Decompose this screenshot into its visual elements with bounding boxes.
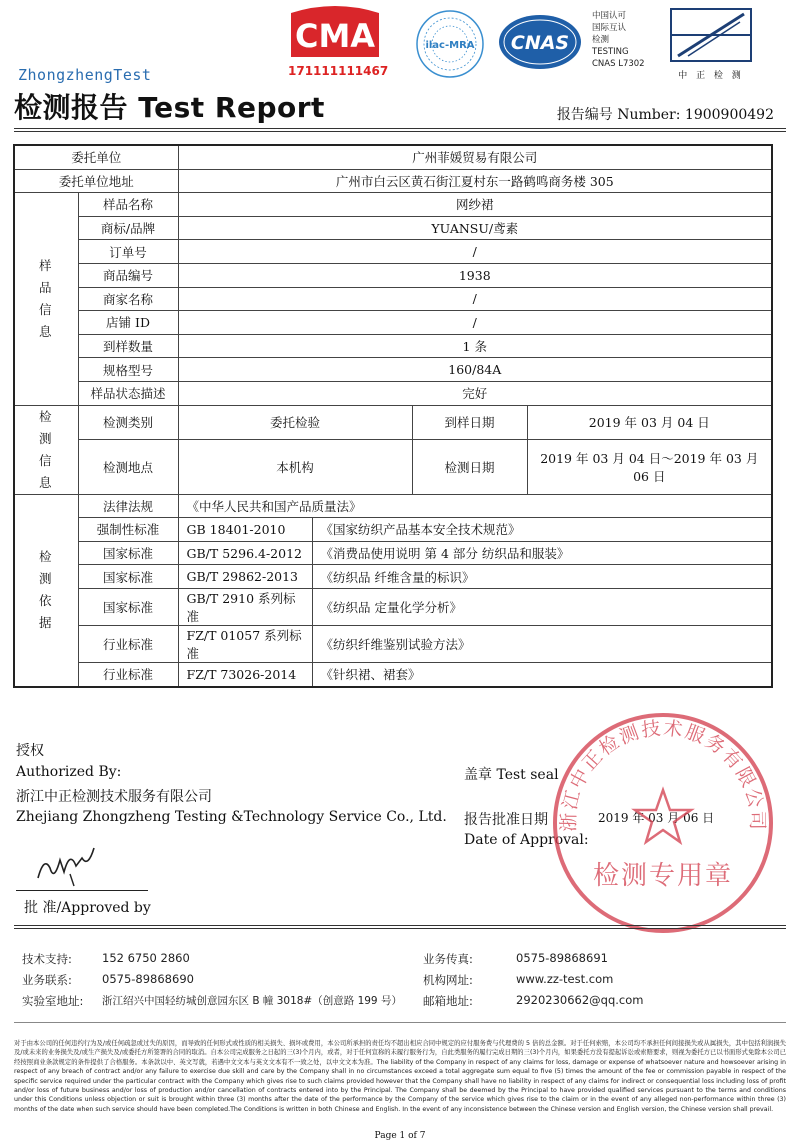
zhongzheng-caption: 中 正 检 测	[678, 71, 744, 81]
standard-code: GB/T 29862-2013	[178, 565, 312, 589]
support-label: 技术支持:	[22, 952, 72, 966]
cnas-logo-text: CNAS	[510, 32, 570, 54]
standard-code: FZ/T 01057 系列标准	[178, 625, 312, 662]
brand-name: ZhongzhengTest	[18, 66, 152, 84]
fax-label: 业务传真:	[423, 952, 473, 966]
fine-print: 对于由本公司的任何违约行为及/或任何疏忽或过失的原因，而导致的任何形式或性质的相关损失、损坏或费用，本公司所承担的责任均不超出相应合同中规定的应付服务费与代理费的 5 倍的总金额。对于任何索赔，本公司均不承担任何间接损失或从属损失，其中包括利润损失及/或未来的业务损失及/或生产损失及/或委托方所签署的合同的取消。自本公司完成服务之日起的三(3)个月内，或者，对于任何宣称的未履行服务行为，自此类服务的履行完成日期的三(3)个月内，如果委托方没有提起诉讼或索赔要求，则视为委托方已以书面形式免除本公司已经按照商业条款规定的条件提供了合格服务。本条款以中、英文写就，若遇中文文本与英文文本有不一致之处，以中文文本为准。The liability of the Company in respect of any claims for loss, damage or expense of whatsoever nature and howsoever arising in respect of any breach of contract and/or any failure to exercise due skill and care by the Company shall in no circumstances exceed a total aggregate sum equal to five (5) times the amount of the fee or commission payable in respect of the specific service required under the particular contract with the Company which gives rise to such claims provided however that the Company shall have no liability in respect of any claims for indirect or consequential loss including loss of profit and/or loss of future business and/or loss of production and/or cancellation of contracts entered into by the Principal. The Company shall be deemed by the Principal to have provided qualified services pursuant to the terms and conditions under this Conditions unless objection or suit is brought within three (3) months after the date of the performance by the Company of the service which gives rise to the claim or in the event of any alleged non-performance within three (3) months of the date when such service should have been completed.The Conditions is written in both Chinese and English. In the event of any inconsistence between the Chinese version and English version, the Chinese version shall prevail.	[14, 1040, 786, 1113]
report-number-value: 1900900492	[684, 107, 774, 123]
standard-name: 《消费品使用说明 第 4 部分 纺织品和服装》	[312, 541, 772, 565]
standard-name: 《纺织纤维鉴别试验方法》	[312, 625, 772, 662]
seal-label: 盖章 Test seal	[464, 767, 559, 783]
sample-label: 规格型号	[78, 358, 178, 382]
standard-name: 《国家纺织产品基本安全技术规范》	[312, 518, 772, 542]
company-cn: 浙江中正检测技术服务有限公司	[16, 789, 212, 805]
page-number: Page 1 of 7	[374, 1131, 426, 1141]
sample-value: /	[178, 311, 772, 335]
cma-number: 171111111467	[288, 64, 389, 78]
mail-label: 邮箱地址:	[423, 994, 473, 1008]
cnas-line: 中国认可	[592, 11, 627, 21]
test-date-label: 检测日期	[412, 440, 527, 494]
sample-label: 样品名称	[78, 193, 178, 217]
cnas-line: 国际互认	[592, 23, 627, 33]
standard-type: 国家标准	[78, 565, 178, 589]
standard-code: GB 18401-2010	[178, 518, 312, 542]
cnas-line: CNAS L7302	[592, 59, 645, 69]
sample-value: YUANSU/鸢素	[178, 216, 772, 240]
standard-code: FZ/T 73026-2014	[178, 662, 312, 686]
sample-group-text: 样品信息	[38, 257, 54, 339]
client-name-label: 委托单位	[14, 145, 178, 169]
sample-value: 160/84A	[178, 358, 772, 382]
test-place-label: 检测地点	[78, 440, 178, 494]
sample-label: 到样数量	[78, 334, 178, 358]
sample-value: 1938	[178, 263, 772, 287]
sample-label: 商家名称	[78, 287, 178, 311]
test-place: 本机构	[178, 440, 412, 494]
arrive-date-label: 到样日期	[412, 405, 527, 440]
approval-date-label: 报告批准日期	[464, 812, 548, 828]
client-name: 广州菲媛贸易有限公司	[178, 145, 772, 169]
standard-type: 国家标准	[78, 588, 178, 625]
standard-type: 行业标准	[78, 625, 178, 662]
standard-type: 行业标准	[78, 662, 178, 686]
law-label: 法律法规	[78, 494, 178, 518]
approval-date: 2019 年 03 月 06 日	[598, 811, 715, 825]
client-address-label: 委托单位地址	[14, 169, 178, 193]
test-date: 2019 年 03 月 04 日～2019 年 03 月 06 日	[527, 440, 772, 494]
sample-label: 样品状态描述	[78, 381, 178, 405]
report-number-label: 报告编号 Number:	[556, 107, 681, 123]
test-type-label: 检测类别	[78, 405, 178, 440]
standard-name: 《纺织品 纤维含量的标识》	[312, 565, 772, 589]
standard-name: 《纺织品 定量化学分析》	[312, 588, 772, 625]
divider	[14, 1022, 786, 1023]
cma-logo-text: CMA	[294, 17, 376, 55]
fax-number: 0575-89868691	[516, 951, 608, 965]
standard-type: 国家标准	[78, 541, 178, 565]
date-of-approval: Date of Approval:	[464, 832, 589, 848]
cnas-line: 检测	[592, 35, 610, 45]
sample-value: /	[178, 240, 772, 264]
basis-group-text: 检测依据	[38, 549, 54, 631]
arrive-date: 2019 年 03 月 04 日	[527, 405, 772, 440]
standard-type: 强制性标准	[78, 518, 178, 542]
sample-label: 商标/品牌	[78, 216, 178, 240]
email: 2920230662@qq.com	[516, 993, 644, 1007]
ilac-logo-text: ilac-MRA	[425, 40, 475, 51]
lab-address-label: 实验室地址:	[22, 994, 84, 1008]
sample-value: /	[178, 287, 772, 311]
approved-by: 批 准/Approved by	[24, 900, 151, 916]
company-en: Zhejiang Zhongzheng Testing &Technology Service Co., Ltd.	[16, 809, 447, 825]
website: www.zz-test.com	[516, 972, 614, 986]
cnas-line: TESTING	[592, 47, 629, 57]
standard-name: 《针织裙、裙套》	[312, 662, 772, 686]
page-title: 检测报告 Test Report	[14, 91, 325, 124]
sample-label: 商品编号	[78, 263, 178, 287]
web-label: 机构网址:	[423, 973, 473, 987]
sample-label: 店铺 ID	[78, 311, 178, 335]
lab-address: 浙江绍兴中国轻纺城创意园东区 B 幢 3018#（创意路 199 号）	[102, 995, 402, 1007]
test-type: 委托检验	[178, 405, 412, 440]
law-value: 《中华人民共和国产品质量法》	[178, 494, 772, 518]
sample-value: 网纱裙	[178, 193, 772, 217]
standard-code: GB/T 2910 系列标准	[178, 588, 312, 625]
sample-value: 完好	[178, 381, 772, 405]
authorized-en: Authorized By:	[16, 764, 122, 780]
sample-label: 订单号	[78, 240, 178, 264]
seal-center-text: 检测专用章	[592, 861, 734, 891]
authorized-cn: 授权	[16, 743, 44, 759]
sample-value: 1 条	[178, 334, 772, 358]
support-phone: 152 6750 2860	[102, 951, 190, 965]
biz-phone: 0575-89868690	[102, 972, 194, 986]
client-address: 广州市白云区黄石街江夏村东一路鹤鸣商务楼 305	[178, 169, 772, 193]
biz-label: 业务联系:	[22, 973, 72, 987]
standard-code: GB/T 5296.4-2012	[178, 541, 312, 565]
seal-ring-text: 浙江中正检测技术服务有限公司	[557, 717, 769, 832]
test-group-text: 检测信息	[38, 408, 54, 490]
